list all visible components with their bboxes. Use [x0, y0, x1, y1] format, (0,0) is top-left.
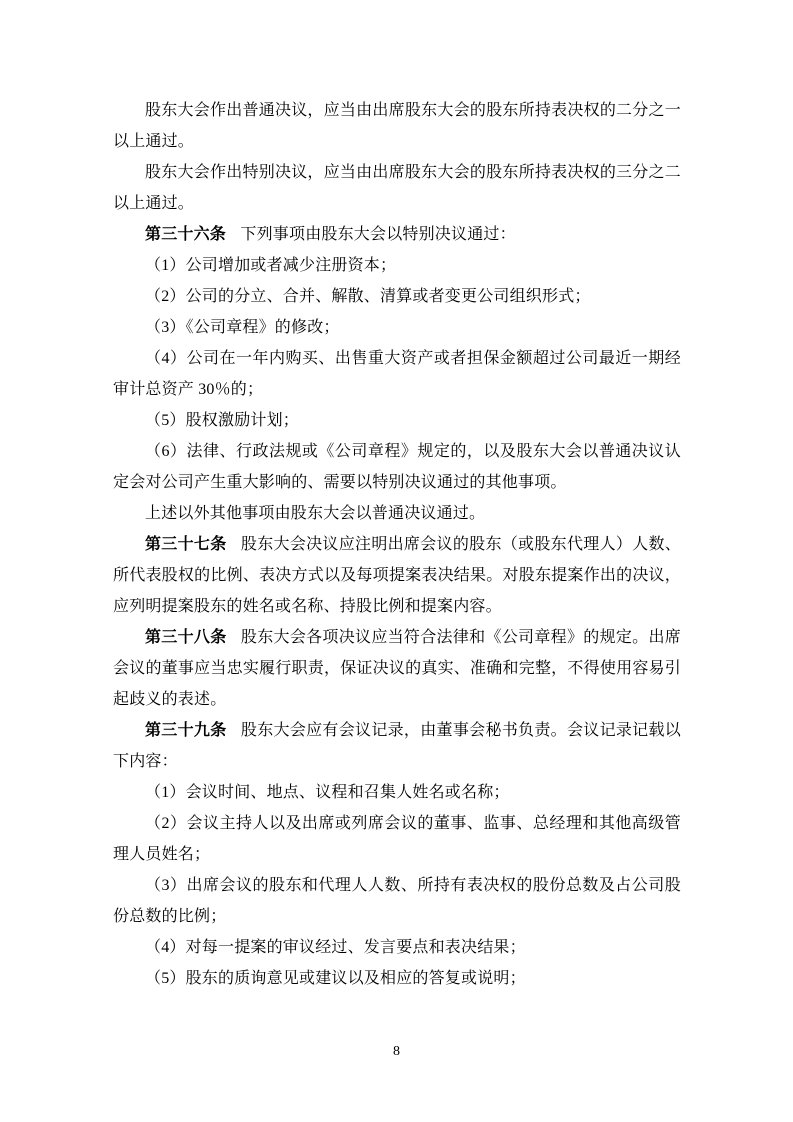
paragraph-article-36	[113, 219, 681, 250]
paragraph-text: 股东大会作出特别决议，应当由出席股东大会的股东所持表决权的三分之二以上通过。	[113, 164, 681, 212]
list-item	[113, 312, 681, 343]
paragraph-text: 下列事项由股东大会以特别决议通过：	[240, 226, 516, 243]
paragraph-text: （3）出席会议的股东和代理人人数、所持有表决权的股份总数及占公司股份总数的比例；	[113, 877, 681, 925]
page-number: 8	[393, 1044, 400, 1059]
paragraph-text: 股东大会作出普通决议，应当由出席股东大会的股东所持表决权的二分之一以上通过。	[113, 102, 681, 150]
paragraph-text: （5）股权激励计划；	[145, 412, 300, 429]
paragraph-text: （2）会议主持人以及出席或列席会议的董事、监事、总经理和其他高级管理人员姓名；	[113, 815, 681, 863]
paragraph-article-38	[113, 622, 681, 715]
paragraph	[113, 95, 681, 157]
article-number: 第三十九条	[145, 722, 227, 739]
list-item	[113, 932, 681, 963]
list-item	[113, 870, 681, 932]
paragraph-text: 上述以外其他事项由股东大会以普通决议通过。	[145, 505, 486, 522]
paragraph-text: （1）会议时间、地点、议程和召集人姓名或名称；	[145, 784, 510, 801]
list-item	[113, 808, 681, 870]
list-item	[113, 281, 681, 312]
paragraph	[113, 498, 681, 529]
list-item	[113, 250, 681, 281]
paragraph-text: （2）公司的分立、合并、解散、清算或者变更公司组织形式；	[145, 288, 591, 305]
list-item	[113, 777, 681, 808]
paragraph-article-37	[113, 529, 681, 622]
paragraph-article-39	[113, 715, 681, 777]
list-item	[113, 963, 681, 994]
paragraph-text: 股东大会决议应注明出席会议的股东（或股东代理人）人数、所代表股权的比例、表决方式以及每项提案表决结果。对股东提案作出的决议，应列明提案股东的姓名或名称、持股比例和提案内容。	[113, 536, 681, 615]
paragraph-text: （4）公司在一年内购买、出售重大资产或者担保金额超过公司最近一期经审计总资产 30％的；	[113, 350, 681, 398]
paragraph-text: （5）股东的质询意见或建议以及相应的答复或说明；	[145, 970, 526, 987]
list-item	[113, 343, 681, 405]
list-item	[113, 436, 681, 498]
paragraph-text: 股东大会应有会议记录，由董事会秘书负责。会议记录记载以下内容：	[113, 722, 681, 770]
paragraph	[113, 157, 681, 219]
article-number: 第三十七条	[145, 536, 227, 553]
document-body	[113, 95, 681, 994]
paragraph-text: 股东大会各项决议应当符合法律和《公司章程》的规定。出席会议的董事应当忠实履行职责，保证决议的真实、准确和完整，不得使用容易引起歧义的表述。	[113, 629, 681, 708]
article-number: 第三十六条	[145, 226, 227, 243]
paragraph-text: （3）《公司章程》的修改；	[145, 319, 340, 336]
paragraph-text: （6）法律、行政法规或《公司章程》规定的，以及股东大会以普通决议认定会对公司产生重大影响的、需要以特别决议通过的其他事项。	[113, 443, 681, 491]
article-number: 第三十八条	[145, 629, 227, 646]
paragraph-text: （4）对每一提案的审议经过、发言要点和表决结果；	[145, 939, 526, 956]
paragraph-text: （1）公司增加或者减少注册资本；	[145, 257, 397, 274]
list-item	[113, 405, 681, 436]
